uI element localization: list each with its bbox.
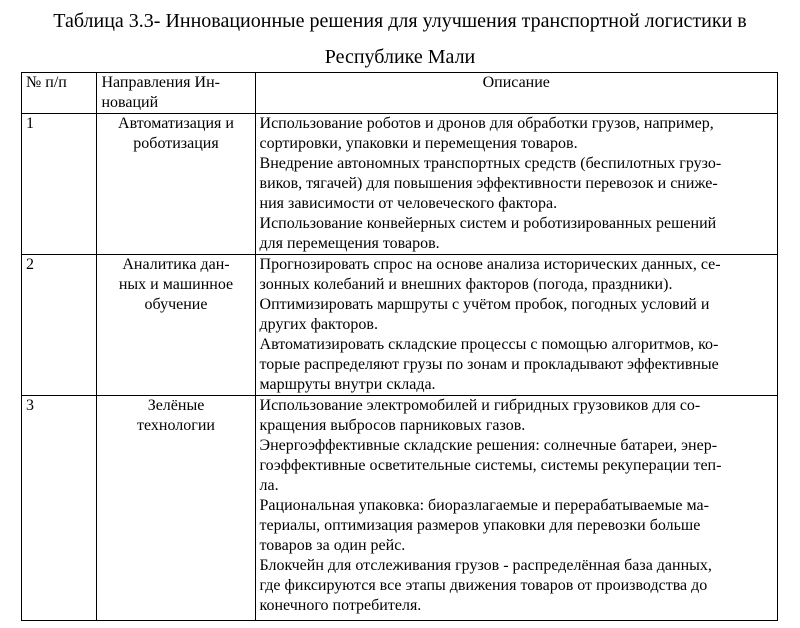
table-caption (0, 0, 800, 75)
description-paragraph: Рациональная упаковка: биоразлагаемые и перерабатываемые ма- териалы, оптимизация размеров упаковки для перевозки больше товаров за один рейс. (259, 497, 709, 554)
innovations-table (21, 72, 778, 621)
header-description: Описание (255, 73, 777, 114)
table-row (22, 396, 778, 621)
header-direction: Направления Ин- новаций (97, 73, 255, 114)
description-paragraph: Блокчейн для отслеживания грузов - распределённая база данных, где фиксируются все этапы движения товаров от производства до конечного потребителя. (259, 557, 712, 614)
description-paragraph: Энергоэффективные складские решения: солнечные батареи, энер- гоэффективные осветительные системы, системы рекуперации теп- ла. (259, 437, 722, 494)
table-header-row (22, 73, 778, 114)
description-paragraph: Использование электромобилей и гибридных грузовиков для со- кращения выбросов парниковых газов. (259, 397, 701, 434)
row-number: 3 (22, 396, 97, 621)
caption-line-2: Республике Мали (324, 46, 476, 68)
description-paragraph: Автоматизировать складские процессы с помощью алгоритмов, ко- торые распределяют грузы по зонам и прокладывают эффективные маршруты внутри склада. (259, 336, 719, 393)
description-paragraph: Внедрение автономных транспортных средств (беспилотных грузо- виков, тягачей) для повышения эффективности перевозок и сниже- ния зависимости от человеческого фактора. (259, 155, 722, 212)
table-row (22, 114, 778, 255)
caption-line-1: Таблица 3.3- Инновационные решения для улучшения транспортной логистики в (53, 10, 747, 32)
description-paragraph: Использование роботов и дронов для обработки грузов, например, сортировки, упаковки и перемещения товаров. (259, 115, 714, 152)
row-direction: Автоматизация и роботизация (97, 114, 255, 255)
header-number: № п/п (22, 73, 97, 114)
row-number: 2 (22, 255, 97, 396)
row-description (255, 114, 777, 255)
row-direction: Зелёные технологии (97, 396, 255, 621)
description-paragraph: Оптимизировать маршруты с учётом пробок, погодных условий и других факторов. (259, 296, 710, 333)
description-paragraph: Использование конвейерных систем и роботизированных решений для перемещения товаров. (259, 215, 717, 252)
row-description (255, 255, 777, 396)
row-description (255, 396, 777, 621)
table-row (22, 255, 778, 396)
description-paragraph: Прогнозировать спрос на основе анализа исторических данных, се- зонных колебаний и внешних факторов (погода, праздники). (259, 256, 721, 293)
row-number: 1 (22, 114, 97, 255)
row-direction: Аналитика дан- ных и машинное обучение (97, 255, 255, 396)
